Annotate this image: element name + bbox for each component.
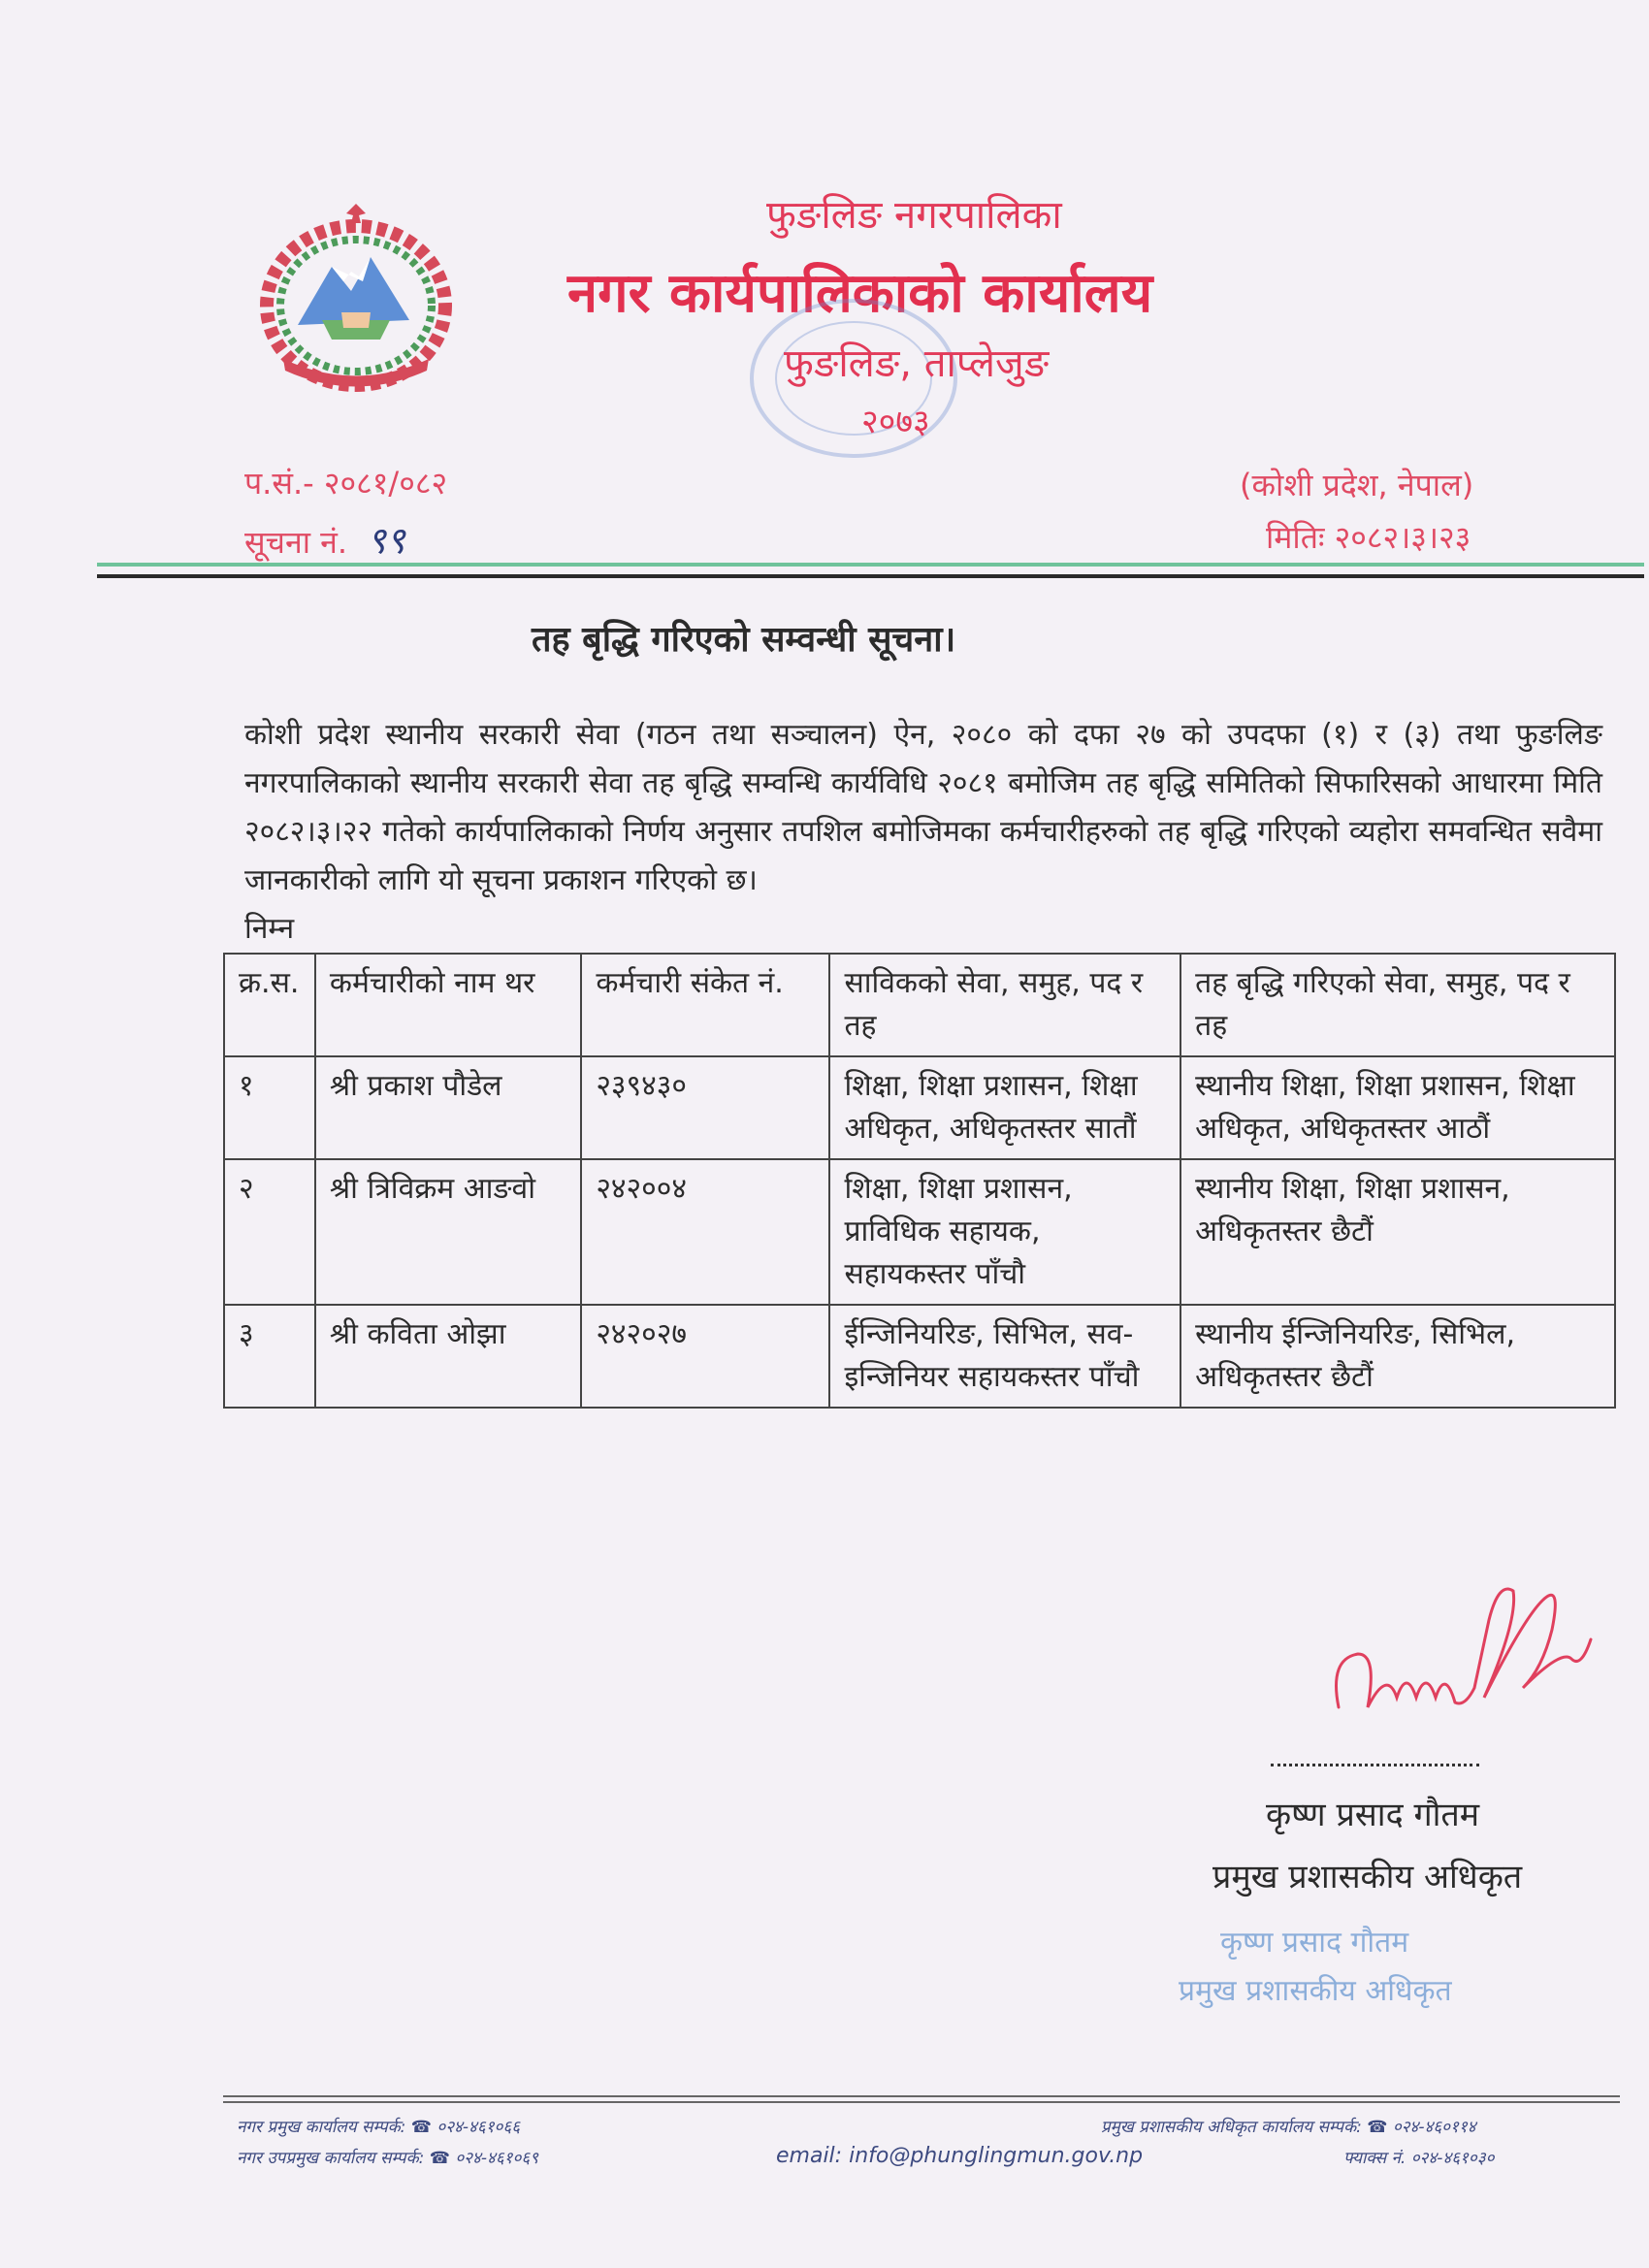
- promotion-table: [223, 953, 1616, 1409]
- established-year: २०७३: [861, 403, 930, 441]
- mayor-office-contact: नगर प्रमुख कार्यालय सम्पर्क: ☎ ०२४-४६१०६६: [237, 2118, 521, 2137]
- cell-employee-code: २३९४३०: [581, 1056, 829, 1159]
- municipality-name: फुङलिङ नगरपालिका: [766, 193, 1062, 238]
- cell-previous-position: ईन्जिनियरिङ, सिभिल, सव-इन्जिनियर सहायकस्तर पाँचौ: [829, 1305, 1180, 1408]
- signatory-title: प्रमुख प्रशासकीय अधिकृत: [1212, 1858, 1523, 1896]
- notice-subject: तह बृद्धि गरिएको सम्वन्धी सूचना।: [532, 620, 956, 660]
- cell-serial: ३: [224, 1305, 315, 1408]
- table-row: [224, 1159, 1615, 1305]
- cell-serial: १: [224, 1056, 315, 1159]
- col-serial: क्र.स.: [224, 954, 315, 1056]
- notice-date: मितिः २०८२।३।२३: [1266, 519, 1471, 556]
- office-location: फुङलिङ, ताप्लेजुङ: [784, 341, 1050, 386]
- cell-employee-code: २४२००४: [581, 1159, 829, 1305]
- cao-office-contact: प्रमुख प्रशासकीय अधिकृत कार्यालय सम्पर्क: ☎ ०२४-४६०११४: [1101, 2118, 1476, 2137]
- cell-serial: २: [224, 1159, 315, 1305]
- deputy-mayor-office-contact: नगर उपप्रमुख कार्यालय सम्पर्क: ☎ ०२४-४६१०६९: [237, 2149, 539, 2168]
- stamp-name: कृष्ण प्रसाद गौतम: [1220, 1926, 1409, 1960]
- header-divider-green: [97, 563, 1644, 567]
- cell-employee-name: श्री प्रकाश पौडेल: [315, 1056, 581, 1159]
- cell-promoted-position: स्थानीय शिक्षा, शिक्षा प्रशासन, शिक्षा अधिकृत, अधिकृतस्तर आठौं: [1180, 1056, 1615, 1159]
- office-name: नगर कार्यपालिकाको कार्यालय: [567, 262, 1153, 325]
- footer-divider-top: [223, 2095, 1620, 2097]
- handwritten-signature-icon: [1319, 1562, 1610, 1746]
- table-row: [224, 1305, 1615, 1408]
- reference-number: प.सं.- २०८१/०८२: [244, 465, 448, 502]
- fax-number: फ्याक्स नं. ०२४-४६१०३०: [1343, 2149, 1495, 2168]
- cell-previous-position: शिक्षा, शिक्षा प्रशासन, प्राविधिक सहायक, सहायकस्तर पाँचौ: [829, 1159, 1180, 1305]
- list-label: निम्न: [244, 912, 295, 946]
- province-line: (कोशी प्रदेश, नेपाल): [1240, 467, 1474, 503]
- signature-line: [1271, 1764, 1479, 1766]
- nepal-emblem-icon: [254, 204, 458, 398]
- cell-previous-position: शिक्षा, शिक्षा प्रशासन, शिक्षा अधिकृत, अधिकृतस्तर सातौं: [829, 1056, 1180, 1159]
- footer-divider-bottom: [223, 2101, 1620, 2103]
- col-employee-name: कर्मचारीको नाम थर: [315, 954, 581, 1056]
- header-divider-black: [97, 574, 1644, 578]
- signatory-name: कृष्ण प्रसाद गौतम: [1266, 1796, 1480, 1834]
- table-row: [224, 1056, 1615, 1159]
- cell-promoted-position: स्थानीय शिक्षा, शिक्षा प्रशासन, अधिकृतस्तर छैटौं: [1180, 1159, 1615, 1305]
- cell-employee-code: २४२०२७: [581, 1305, 829, 1408]
- office-email: email: info@phunglingmun.gov.np: [776, 2144, 1144, 2168]
- col-employee-code: कर्मचारी संकेत नं.: [581, 954, 829, 1056]
- stamp-title: प्रमुख प्रशासकीय अधिकृत: [1179, 1974, 1452, 2008]
- col-previous-position: साविकको सेवा, समुह, पद र तह: [829, 954, 1180, 1056]
- cell-employee-name: श्री कविता ओझा: [315, 1305, 581, 1408]
- notice-number-line: [244, 514, 405, 565]
- notice-number-label: सूचना नं.: [244, 524, 348, 561]
- cell-employee-name: श्री त्रिविक्रम आङवो: [315, 1159, 581, 1305]
- cell-promoted-position: स्थानीय ईन्जिनियरिङ, सिभिल, अधिकृतस्तर छैटौं: [1180, 1305, 1615, 1408]
- col-promoted-position: तह बृद्धि गरिएको सेवा, समुह, पद र तह: [1180, 954, 1615, 1056]
- notice-number-value: ९९: [367, 519, 405, 562]
- table-header-row: [224, 954, 1615, 1056]
- notice-body: कोशी प्रदेश स्थानीय सरकारी सेवा (गठन तथा सञ्चालन) ऐन, २०८० को दफा २७ को उपदफा (१) र (३) तथा फुङलिङ नगरपालिकाको स्थानीय सरकारी सेवा तह बृद्धि सम्वन्धि कार्यविधि २०८१ बमोजिम तह बृद्धि समितिको सिफारिसको आधारमा मिति २०८२।३।२२ गतेको कार्यपालिकाको निर्णय अनुसार तपशिल बमोजिमका कर्मचारीहरुको तह बृद्धि गरिएको व्यहोरा समवन्धित सवैमा जानकारीको लागि यो सूचना प्रकाशन गरिएको छ।: [244, 718, 1602, 897]
